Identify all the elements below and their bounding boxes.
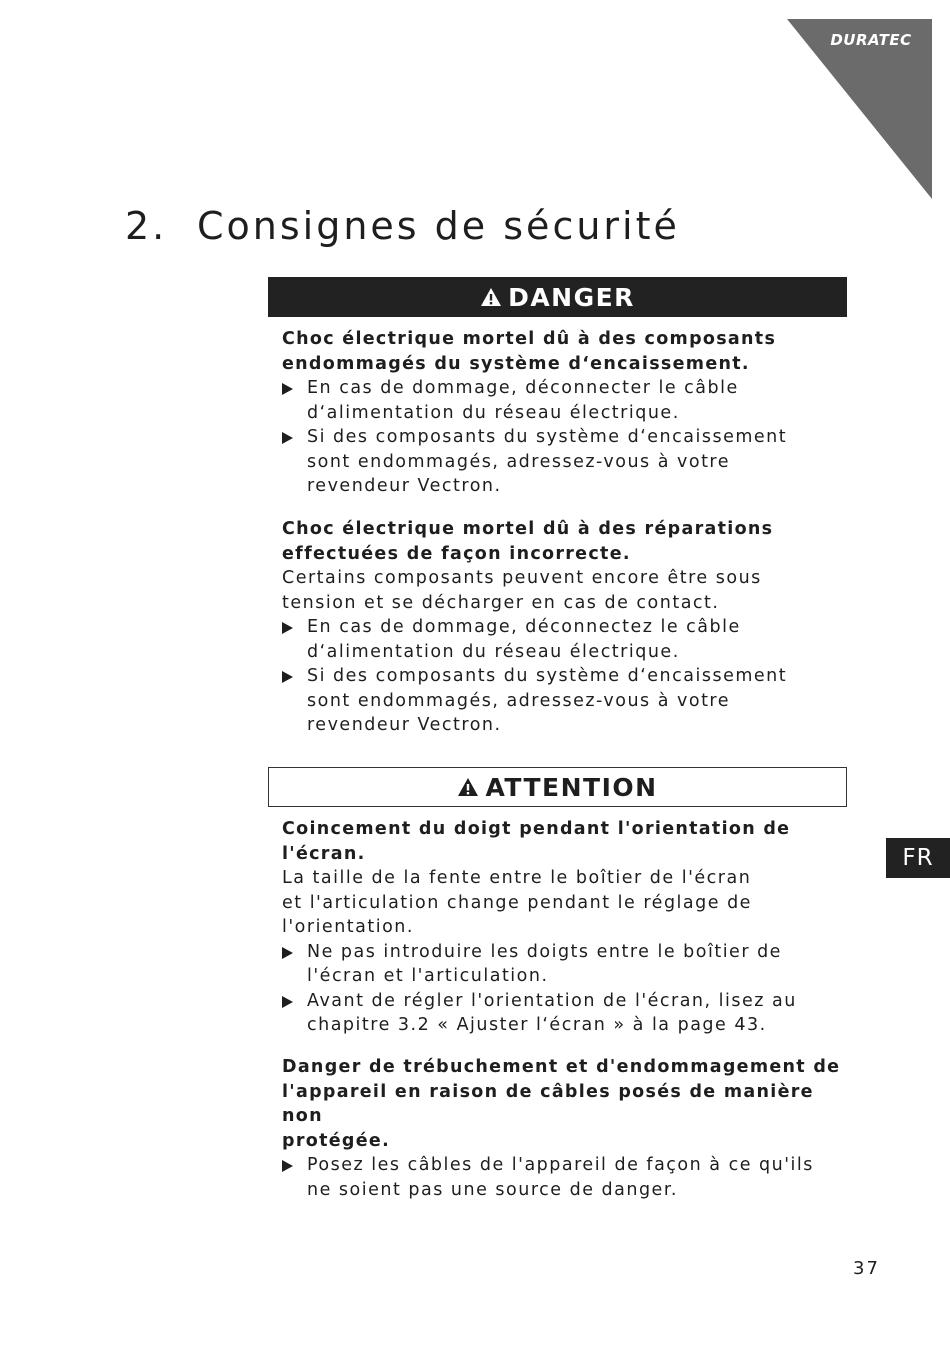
bullet-arrow-icon bbox=[282, 383, 293, 395]
danger-section-2 bbox=[282, 517, 842, 738]
section-heading: Choc électrique mortel dû à des réparations effectuées de façon incorrecte. bbox=[282, 519, 774, 564]
duratec-logo: DURATEC bbox=[830, 31, 912, 49]
bullet-arrow-icon bbox=[282, 1160, 293, 1172]
warning-icon bbox=[480, 287, 502, 307]
bullet-item: Posez les câbles de l'appareil de façon à ce qu'ils ne soient pas une source de danger. bbox=[282, 1153, 842, 1202]
section-heading: Coincement du doigt pendant l'orientation de l'écran. bbox=[282, 819, 791, 864]
danger-section-1 bbox=[282, 327, 842, 499]
danger-label: DANGER bbox=[508, 282, 635, 312]
danger-banner bbox=[268, 277, 847, 317]
attention-banner bbox=[268, 767, 847, 807]
bullet-item: En cas de dommage, déconnectez le câble d‘alimentation du réseau électrique. bbox=[282, 615, 842, 664]
language-tab: FR bbox=[886, 838, 950, 878]
chapter-title-text: Consignes de sécurité bbox=[197, 204, 680, 248]
bullet-item: Si des composants du système d‘encaissement sont endommagés, adressez-vous à votre revendeur Vectron. bbox=[282, 664, 842, 738]
bullet-arrow-icon bbox=[282, 996, 293, 1008]
section-body: La taille de la fente entre le boîtier de l'écran et l'articulation change pendant le réglage de l'orientation. bbox=[282, 868, 752, 937]
bullet-item: En cas de dommage, déconnecter le câble d‘alimentation du réseau électrique. bbox=[282, 376, 842, 425]
section-heading: Danger de trébuchement et d'endommagement de l'appareil en raison de câbles posés de manière non protégée. bbox=[282, 1057, 841, 1151]
chapter-number: 2. bbox=[125, 204, 168, 248]
corner-triangle bbox=[0, 0, 950, 220]
bullet-arrow-icon bbox=[282, 947, 293, 959]
bullet-arrow-icon bbox=[282, 622, 293, 634]
warning-icon bbox=[457, 777, 479, 797]
bullet-arrow-icon bbox=[282, 432, 293, 444]
page-number: 37 bbox=[853, 1258, 880, 1279]
attention-section-2 bbox=[282, 1055, 842, 1202]
section-heading: Choc électrique mortel dû à des composants endommagés du système d‘encaissement. bbox=[282, 329, 777, 374]
bullet-arrow-icon bbox=[282, 671, 293, 683]
attention-label: ATTENTION bbox=[485, 772, 658, 802]
section-body: Certains composants peuvent encore être sous tension et se décharger en cas de contact. bbox=[282, 568, 762, 613]
attention-section-1 bbox=[282, 817, 842, 1038]
chapter-title bbox=[125, 204, 680, 248]
bullet-item: Ne pas introduire les doigts entre le boîtier de l'écran et l'articulation. bbox=[282, 940, 842, 989]
bullet-item: Si des composants du système d‘encaissement sont endommagés, adressez-vous à votre revendeur Vectron. bbox=[282, 425, 842, 499]
bullet-item: Avant de régler l'orientation de l'écran, lisez au chapitre 3.2 « Ajuster l‘écran » à la page 43. bbox=[282, 989, 842, 1038]
